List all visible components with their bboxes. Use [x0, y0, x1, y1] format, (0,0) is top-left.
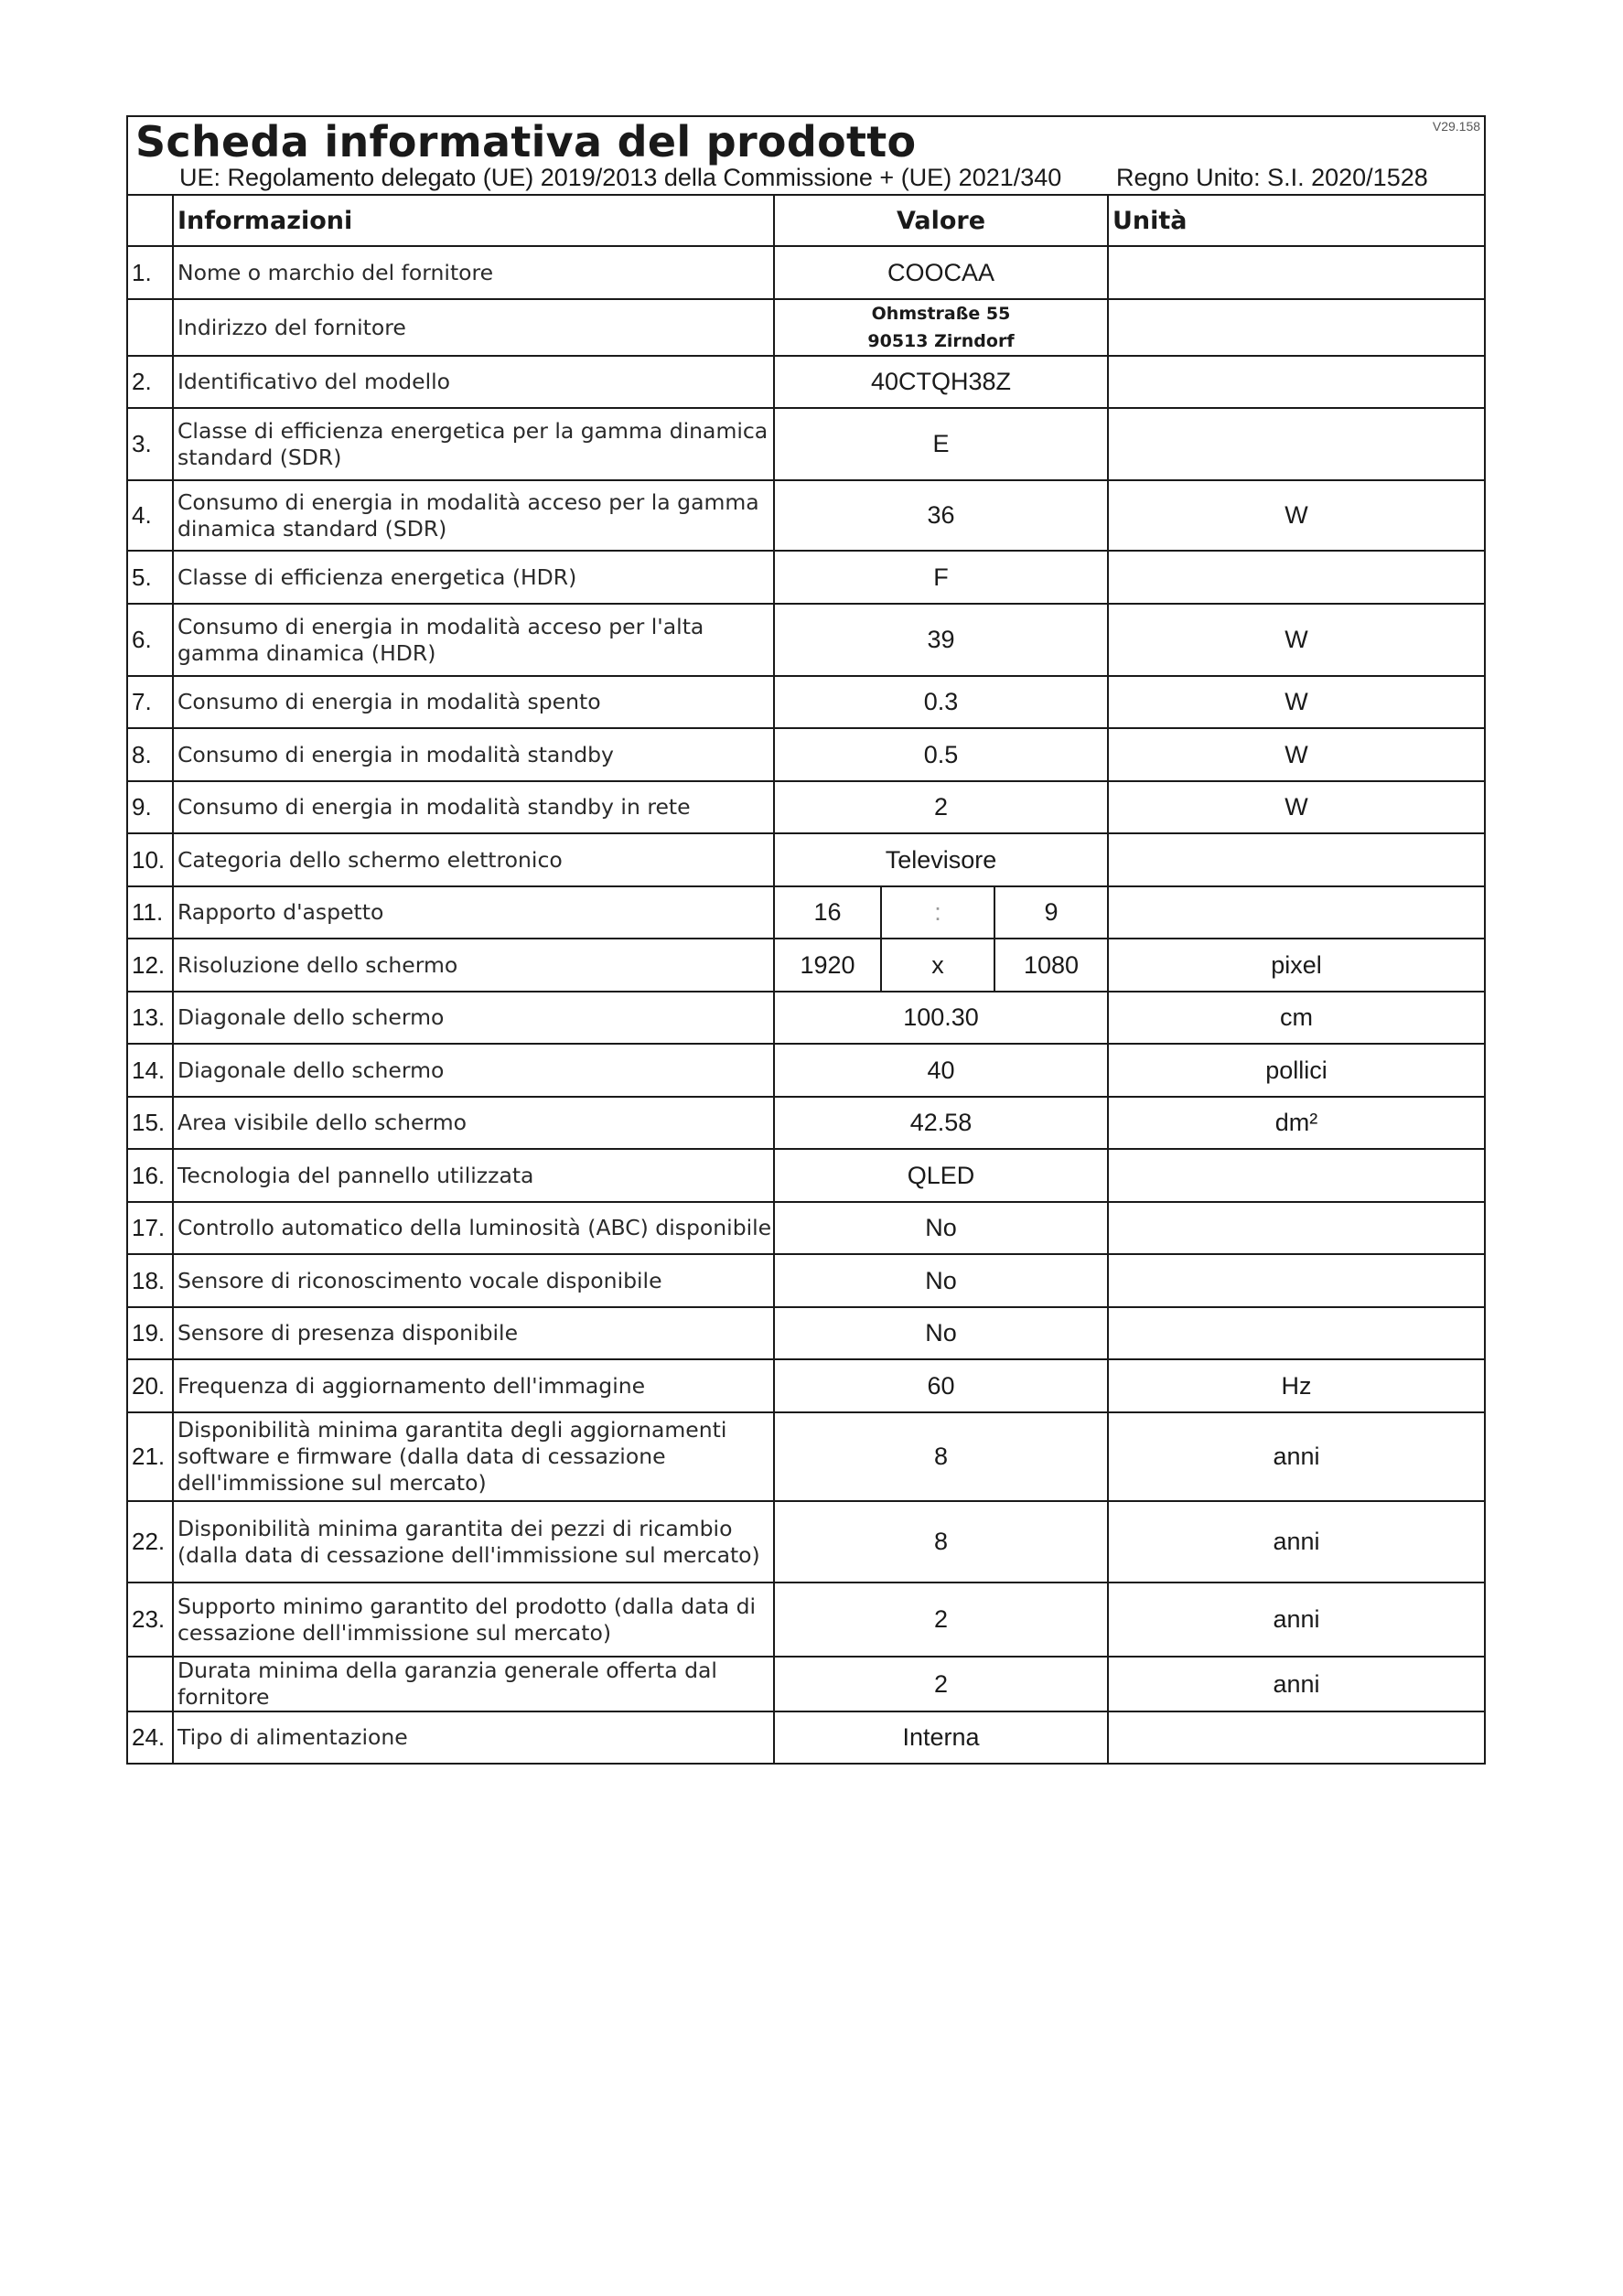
table-row — [127, 299, 1485, 356]
row-value: 0.3 — [774, 676, 1108, 728]
row-unit — [1108, 408, 1485, 480]
row-value: Interna — [774, 1711, 1108, 1764]
row-unit — [1108, 299, 1485, 356]
row-value: 100.30 — [774, 992, 1108, 1044]
row-label: Controllo automatico della luminosità (ABC) disponibile — [173, 1202, 774, 1254]
row-number: 17. — [127, 1202, 173, 1254]
table-row — [127, 1149, 1485, 1202]
table-row — [127, 676, 1485, 728]
row-unit: anni — [1108, 1501, 1485, 1583]
row-unit — [1108, 1202, 1485, 1254]
row-number — [127, 299, 173, 356]
table-row — [127, 992, 1485, 1044]
column-header-row — [127, 195, 1485, 246]
row-label: Durata minima della garanzia generale offerta dal fornitore — [173, 1657, 774, 1711]
table-row — [127, 408, 1485, 480]
title-cell — [127, 116, 1485, 195]
row-value: E — [774, 408, 1108, 480]
row-value: 2 — [774, 781, 1108, 833]
row-label: Consumo di energia in modalità spento — [173, 676, 774, 728]
row-label: Sensore di riconoscimento vocale disponibile — [173, 1254, 774, 1307]
resolution-height: 1080 — [994, 939, 1108, 992]
table-row — [127, 1583, 1485, 1657]
row-unit — [1108, 551, 1485, 604]
row-label: Sensore di presenza disponibile — [173, 1307, 774, 1359]
row-number: 21. — [127, 1412, 173, 1501]
table-row — [127, 833, 1485, 886]
row-unit — [1108, 1149, 1485, 1202]
table-row — [127, 1501, 1485, 1583]
info-column-header: Informazioni — [173, 195, 774, 246]
row-value: 42.58 — [774, 1097, 1108, 1149]
unit-column-header: Unità — [1108, 195, 1485, 246]
row-unit — [1108, 886, 1485, 939]
table-row — [127, 939, 1485, 992]
table-row — [127, 604, 1485, 676]
row-value: 8 — [774, 1501, 1108, 1583]
version-code: V29.158 — [1432, 119, 1481, 134]
row-unit: W — [1108, 604, 1485, 676]
row-value: No — [774, 1202, 1108, 1254]
row-label: Indirizzo del fornitore — [173, 299, 774, 356]
row-unit: cm — [1108, 992, 1485, 1044]
row-unit: dm² — [1108, 1097, 1485, 1149]
row-value: 39 — [774, 604, 1108, 676]
eu-regulation: UE: Regolamento delegato (UE) 2019/2013 della Commissione + (UE) 2021/340 — [179, 164, 1062, 191]
sheet-title: Scheda informativa del prodotto — [135, 117, 917, 166]
table-row — [127, 480, 1485, 551]
row-value: 36 — [774, 480, 1108, 551]
row-label: Diagonale dello schermo — [173, 1044, 774, 1097]
row-unit: anni — [1108, 1657, 1485, 1711]
row-label: Categoria dello schermo elettronico — [173, 833, 774, 886]
row-label: Consumo di energia in modalità standby in rete — [173, 781, 774, 833]
row-value: F — [774, 551, 1108, 604]
row-number: 5. — [127, 551, 173, 604]
row-value: No — [774, 1307, 1108, 1359]
row-label: Classe di efficienza energetica (HDR) — [173, 551, 774, 604]
row-label: Area visibile dello schermo — [173, 1097, 774, 1149]
row-value: 0.5 — [774, 728, 1108, 781]
table-row — [127, 1254, 1485, 1307]
row-label: Risoluzione dello schermo — [173, 939, 774, 992]
row-unit: W — [1108, 728, 1485, 781]
address-city: 90513 Zirndorf — [867, 331, 1015, 351]
num-header — [127, 195, 173, 246]
row-value: 40CTQH38Z — [774, 356, 1108, 408]
table-row — [127, 551, 1485, 604]
row-label: Classe di efficienza energetica per la gamma dinamica standard (SDR) — [173, 408, 774, 480]
uk-regulation: Regno Unito: S.I. 2020/1528 — [1116, 164, 1428, 191]
resolution-width: 1920 — [774, 939, 881, 992]
row-unit — [1108, 1254, 1485, 1307]
row-number: 6. — [127, 604, 173, 676]
table-row — [127, 728, 1485, 781]
value-column-header: Valore — [774, 195, 1108, 246]
row-label: Tecnologia del pannello utilizzata — [173, 1149, 774, 1202]
row-value: Televisore — [774, 833, 1108, 886]
table-row — [127, 1307, 1485, 1359]
row-unit: Hz — [1108, 1359, 1485, 1412]
table-row — [127, 1044, 1485, 1097]
row-unit: anni — [1108, 1412, 1485, 1501]
row-unit — [1108, 356, 1485, 408]
aspect-ratio-height: 9 — [994, 886, 1108, 939]
row-label: Tipo di alimentazione — [173, 1711, 774, 1764]
row-unit — [1108, 246, 1485, 299]
table-row — [127, 246, 1485, 299]
row-unit — [1108, 1307, 1485, 1359]
supplier-address — [774, 299, 1108, 356]
row-value: 8 — [774, 1412, 1108, 1501]
row-number: 24. — [127, 1711, 173, 1764]
aspect-ratio-separator: : — [881, 886, 994, 939]
row-unit: W — [1108, 676, 1485, 728]
row-number: 8. — [127, 728, 173, 781]
row-value: 40 — [774, 1044, 1108, 1097]
resolution-separator: x — [881, 939, 994, 992]
address-street: Ohmstraße 55 — [871, 304, 1011, 324]
row-number: 3. — [127, 408, 173, 480]
product-information-sheet — [126, 115, 1486, 1765]
row-label: Frequenza di aggiornamento dell'immagine — [173, 1359, 774, 1412]
table-row — [127, 356, 1485, 408]
row-unit: pollici — [1108, 1044, 1485, 1097]
row-number: 18. — [127, 1254, 173, 1307]
table-row — [127, 1097, 1485, 1149]
aspect-ratio-width: 16 — [774, 886, 881, 939]
row-label: Consumo di energia in modalità acceso per l'alta gamma dinamica (HDR) — [173, 604, 774, 676]
row-number — [127, 1657, 173, 1711]
row-number: 2. — [127, 356, 173, 408]
row-unit — [1108, 833, 1485, 886]
row-value: QLED — [774, 1149, 1108, 1202]
row-label: Consumo di energia in modalità standby — [173, 728, 774, 781]
row-number: 13. — [127, 992, 173, 1044]
row-number: 22. — [127, 1501, 173, 1583]
row-label: Diagonale dello schermo — [173, 992, 774, 1044]
row-value: 2 — [774, 1583, 1108, 1657]
sheet-header — [127, 116, 1485, 195]
table-row — [127, 781, 1485, 833]
row-unit: W — [1108, 781, 1485, 833]
row-unit — [1108, 1711, 1485, 1764]
row-label: Identificativo del modello — [173, 356, 774, 408]
row-value: COOCAA — [774, 246, 1108, 299]
row-unit: anni — [1108, 1583, 1485, 1657]
row-number: 12. — [127, 939, 173, 992]
row-label: Disponibilità minima garantita degli aggiornamenti software e firmware (dalla data di cessazione dell'immissione sul mercato) — [173, 1412, 774, 1501]
row-number: 7. — [127, 676, 173, 728]
row-number: 19. — [127, 1307, 173, 1359]
row-value: 2 — [774, 1657, 1108, 1711]
table-row — [127, 1412, 1485, 1501]
table-row — [127, 1202, 1485, 1254]
row-label: Rapporto d'aspetto — [173, 886, 774, 939]
row-number: 20. — [127, 1359, 173, 1412]
table-row — [127, 886, 1485, 939]
row-number: 23. — [127, 1583, 173, 1657]
row-label: Disponibilità minima garantita dei pezzi di ricambio (dalla data di cessazione dell'immissione sul mercato) — [173, 1501, 774, 1583]
table-row — [127, 1711, 1485, 1764]
row-value: 60 — [774, 1359, 1108, 1412]
row-number: 14. — [127, 1044, 173, 1097]
row-label: Nome o marchio del fornitore — [173, 246, 774, 299]
row-unit: pixel — [1108, 939, 1485, 992]
row-unit: W — [1108, 480, 1485, 551]
row-label: Consumo di energia in modalità acceso per la gamma dinamica standard (SDR) — [173, 480, 774, 551]
row-number: 4. — [127, 480, 173, 551]
row-number: 11. — [127, 886, 173, 939]
row-label: Supporto minimo garantito del prodotto (dalla data di cessazione dell'immissione sul mercato) — [173, 1583, 774, 1657]
table-row — [127, 1657, 1485, 1711]
row-value: No — [774, 1254, 1108, 1307]
row-number: 15. — [127, 1097, 173, 1149]
table-row — [127, 1359, 1485, 1412]
row-number: 9. — [127, 781, 173, 833]
row-number: 10. — [127, 833, 173, 886]
row-number: 16. — [127, 1149, 173, 1202]
row-number: 1. — [127, 246, 173, 299]
